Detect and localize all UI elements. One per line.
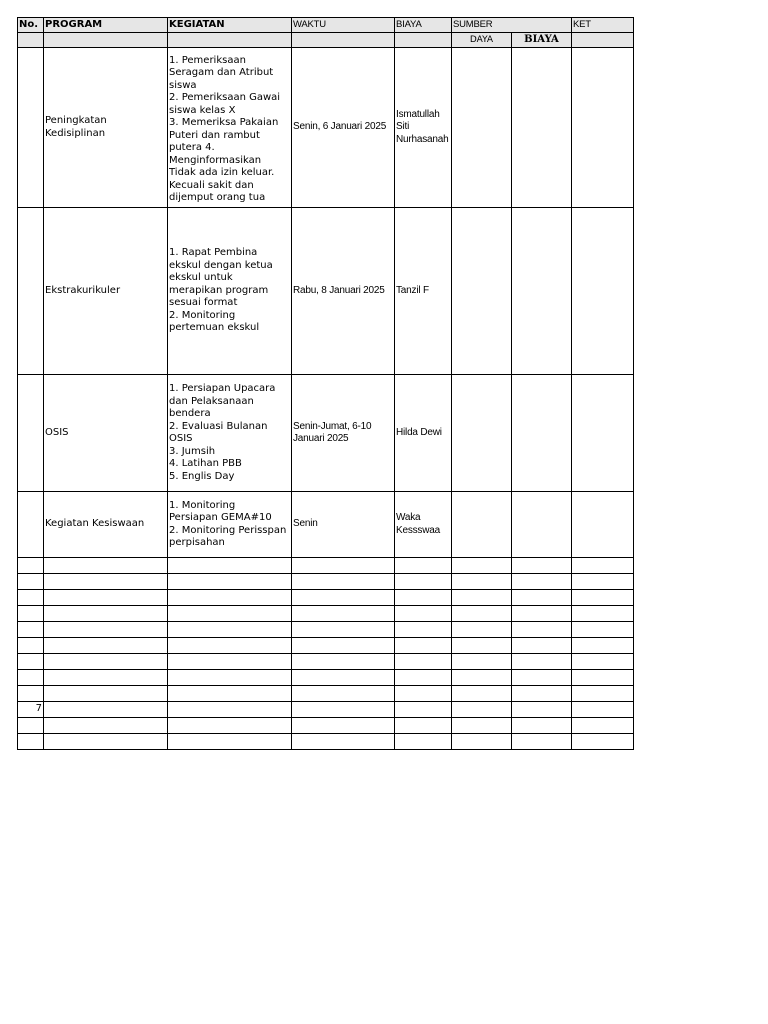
empty-cell xyxy=(18,558,44,574)
subheader-cell xyxy=(18,33,44,48)
row-sumber-daya xyxy=(452,492,512,558)
empty-cell xyxy=(44,558,168,574)
empty-cell xyxy=(572,590,634,606)
empty-cell xyxy=(452,558,512,574)
row-waktu: Senin, 6 Januari 2025 xyxy=(292,48,395,208)
empty-cell xyxy=(452,686,512,702)
empty-cell xyxy=(292,702,395,718)
row-ket xyxy=(572,48,634,208)
table-row xyxy=(18,492,634,558)
row-program: Ekstrakurikuler xyxy=(44,208,168,375)
empty-row xyxy=(18,702,634,718)
empty-cell xyxy=(395,638,452,654)
row-biaya: Ismatullah Siti Nurhasanah xyxy=(395,48,452,208)
row-biaya: Tanzil F xyxy=(395,208,452,375)
row-no-cell xyxy=(18,375,44,492)
empty-cell xyxy=(292,590,395,606)
row-sumber-biaya xyxy=(512,48,572,208)
header-row xyxy=(18,18,634,33)
empty-cell xyxy=(168,686,292,702)
row-kegiatan: 1. Monitoring Persiapan GEMA#10 2. Monitoring Perisspan perpisahan xyxy=(168,492,292,558)
empty-cell xyxy=(395,622,452,638)
table-row xyxy=(18,208,634,375)
empty-cell xyxy=(292,734,395,750)
empty-cell xyxy=(512,606,572,622)
empty-cell xyxy=(18,638,44,654)
header-kegiatan: KEGIATAN xyxy=(168,18,292,33)
row-ket xyxy=(572,375,634,492)
empty-cell xyxy=(452,638,512,654)
empty-cell xyxy=(44,686,168,702)
row-sumber-biaya xyxy=(512,492,572,558)
header-ket: KET xyxy=(572,18,634,33)
empty-row xyxy=(18,590,634,606)
row-waktu: Senin-Jumat, 6-10 Januari 2025 xyxy=(292,375,395,492)
empty-cell xyxy=(168,558,292,574)
row-sumber-daya xyxy=(452,48,512,208)
row-kegiatan-cell xyxy=(168,48,292,208)
empty-cell xyxy=(452,734,512,750)
row-number: 7 xyxy=(18,702,44,718)
subheader-biaya: BIAYA xyxy=(512,33,572,48)
subheader-cell xyxy=(168,33,292,48)
empty-cell xyxy=(512,590,572,606)
empty-cell xyxy=(395,574,452,590)
row-kegiatan: 1. Rapat Pembina ekskul dengan ketua ekskul untuk merapikan program sesuai format 2. Monitoring pertemuan ekskul xyxy=(168,208,292,375)
row-waktu: Rabu, 8 Januari 2025 xyxy=(292,208,395,375)
empty-cell xyxy=(512,718,572,734)
row-sumber-daya xyxy=(452,375,512,492)
activity-table xyxy=(17,17,634,750)
empty-cell xyxy=(168,638,292,654)
row-biaya: Waka Kessswaa xyxy=(395,492,452,558)
empty-cell xyxy=(452,606,512,622)
header-no: No. xyxy=(18,18,44,33)
empty-cell xyxy=(18,590,44,606)
empty-cell xyxy=(168,654,292,670)
empty-cell xyxy=(168,574,292,590)
table-row xyxy=(18,375,634,492)
empty-cell xyxy=(572,638,634,654)
subheader-cell xyxy=(395,33,452,48)
empty-cell xyxy=(18,686,44,702)
subheader-row xyxy=(18,33,634,48)
empty-cell xyxy=(395,558,452,574)
empty-cell xyxy=(572,654,634,670)
empty-cell xyxy=(395,654,452,670)
empty-cell xyxy=(572,574,634,590)
empty-cell xyxy=(395,686,452,702)
row-program: OSIS xyxy=(44,375,168,492)
empty-cell xyxy=(44,622,168,638)
row-sumber-biaya xyxy=(512,208,572,375)
empty-cell xyxy=(512,558,572,574)
empty-cell xyxy=(512,670,572,686)
empty-cell xyxy=(572,670,634,686)
header-sumber: SUMBER xyxy=(452,18,572,33)
empty-cell xyxy=(512,686,572,702)
empty-cell xyxy=(44,718,168,734)
empty-cell xyxy=(292,686,395,702)
empty-cell xyxy=(168,734,292,750)
empty-cell xyxy=(572,622,634,638)
header-biaya: BIAYA xyxy=(395,18,452,33)
empty-cell xyxy=(18,734,44,750)
empty-cell xyxy=(44,590,168,606)
row-sumber-biaya xyxy=(512,375,572,492)
empty-cell xyxy=(168,622,292,638)
empty-cell xyxy=(292,670,395,686)
row-sumber-daya xyxy=(452,208,512,375)
empty-cell xyxy=(168,590,292,606)
empty-row xyxy=(18,686,634,702)
empty-cell xyxy=(168,702,292,718)
empty-cell xyxy=(395,734,452,750)
header-program: PROGRAM xyxy=(44,18,168,33)
empty-cell xyxy=(44,638,168,654)
empty-cell xyxy=(18,670,44,686)
empty-cell xyxy=(512,638,572,654)
empty-cell xyxy=(395,702,452,718)
subheader-cell xyxy=(44,33,168,48)
empty-row xyxy=(18,734,634,750)
empty-cell xyxy=(572,606,634,622)
empty-cell xyxy=(18,574,44,590)
empty-cell xyxy=(44,606,168,622)
row-kegiatan: 1. Persiapan Upacara dan Pelaksanaan bendera 2. Evaluasi Bulanan OSIS 3. Jumsih 4. Latihan PBB 5. Englis Day xyxy=(168,375,292,492)
table-row xyxy=(18,48,634,208)
empty-row xyxy=(18,670,634,686)
empty-cell xyxy=(292,638,395,654)
empty-row xyxy=(18,622,634,638)
empty-cell xyxy=(512,702,572,718)
empty-cell xyxy=(18,606,44,622)
empty-cell xyxy=(292,718,395,734)
empty-cell xyxy=(292,574,395,590)
empty-cell xyxy=(18,622,44,638)
empty-row xyxy=(18,574,634,590)
row-no-cell xyxy=(18,208,44,375)
empty-cell xyxy=(395,670,452,686)
row-program: Peningkatan Kedisiplinan xyxy=(44,48,168,208)
row-ket xyxy=(572,208,634,375)
header-waktu: WAKTU xyxy=(292,18,395,33)
empty-row xyxy=(18,654,634,670)
empty-cell xyxy=(168,606,292,622)
empty-row xyxy=(18,558,634,574)
empty-row xyxy=(18,638,634,654)
empty-row xyxy=(18,606,634,622)
empty-cell xyxy=(572,734,634,750)
row-no-cell xyxy=(18,48,44,208)
empty-cell xyxy=(452,622,512,638)
subheader-cell xyxy=(572,33,634,48)
subheader-daya: DAYA xyxy=(452,33,512,48)
empty-cell xyxy=(44,702,168,718)
empty-cell xyxy=(512,574,572,590)
row-biaya: Hilda Dewi xyxy=(395,375,452,492)
empty-cell xyxy=(44,734,168,750)
row-program: Kegiatan Kesiswaan xyxy=(44,492,168,558)
row-no-cell xyxy=(18,492,44,558)
empty-cell xyxy=(452,574,512,590)
empty-cell xyxy=(572,718,634,734)
empty-cell xyxy=(572,702,634,718)
empty-cell xyxy=(512,734,572,750)
empty-cell xyxy=(168,718,292,734)
empty-cell xyxy=(512,622,572,638)
empty-cell xyxy=(395,606,452,622)
empty-cell xyxy=(44,574,168,590)
empty-cell xyxy=(18,654,44,670)
empty-cell xyxy=(44,654,168,670)
empty-row xyxy=(18,718,634,734)
row-ket xyxy=(572,492,634,558)
empty-cell xyxy=(44,670,168,686)
empty-cell xyxy=(512,654,572,670)
empty-cell xyxy=(452,670,512,686)
row-kegiatan: 1. Pemeriksaan Seragam dan Atribut siswa 2. Pemeriksaan Gawai siswa kelas X 3. Memeriksa Pakaian Puteri dan rambut putera 4. Menginformasikan Tidak ada izin keluar. Kecuali sakit dan dijemput orang tua xyxy=(169,54,281,203)
empty-cell xyxy=(292,606,395,622)
empty-cell xyxy=(395,718,452,734)
empty-cell xyxy=(18,718,44,734)
row-waktu: Senin xyxy=(292,492,395,558)
empty-cell xyxy=(292,558,395,574)
empty-cell xyxy=(292,622,395,638)
empty-cell xyxy=(572,686,634,702)
empty-cell xyxy=(452,590,512,606)
empty-cell xyxy=(452,702,512,718)
empty-cell xyxy=(395,590,452,606)
empty-cell xyxy=(292,654,395,670)
empty-cell xyxy=(168,670,292,686)
empty-cell xyxy=(572,558,634,574)
empty-cell xyxy=(452,654,512,670)
empty-cell xyxy=(452,718,512,734)
subheader-cell xyxy=(292,33,395,48)
